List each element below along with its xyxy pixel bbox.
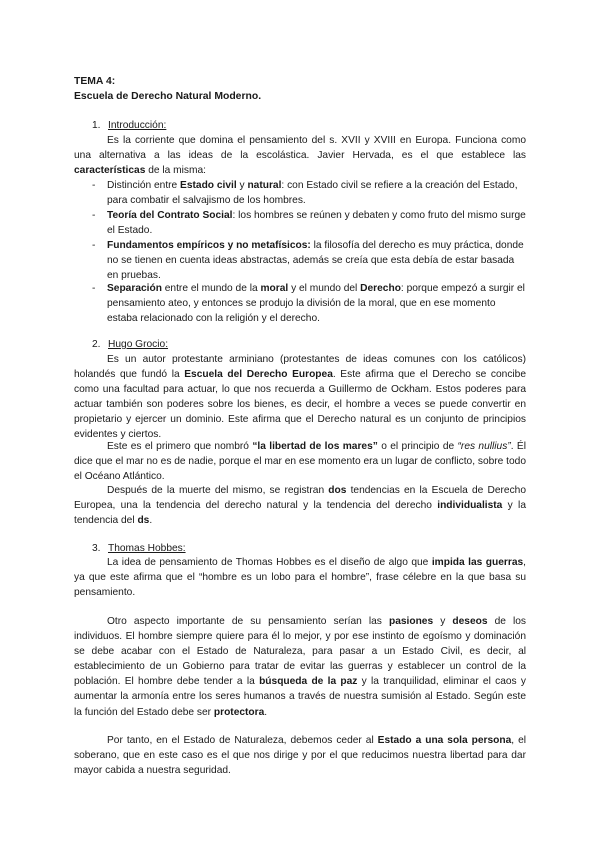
hobbes-paragraph-3: Por tanto, en el Estado de Naturaleza, debemos ceder al Estado a una sola persona, el soberano, que en este caso es el que nos dirige y por el que reducimos nuestra libertad para dar mayor cabida a nuestra seguridad. [74,735,527,777]
intro-paragraph: Es la corriente que domina el pensamiento del s. XVII y XVIII en Europa. Funciona como una alternativa a las ideas de la escolástica. Javier Hervada, es el que establece las características de la misma: [74,135,526,177]
title-line-topic: TEMA 4: [74,76,116,87]
hobbes-paragraph-1: La idea de pensamiento de Thomas Hobbes es el diseño de algo que impida las guerras, ya que este afirma que el “hombre es un lobo para el hombre”, frase célebre en la que basa su pensamiento. [74,557,526,599]
section-heading-thomas-hobbes: 3. Thomas Hobbes: [92,543,186,554]
grocio-paragraph-3: Después de la muerte del mismo, se registran dos tendencias en la Escuela de Derecho Europea, una la tendencia del derecho natural y la tendencia del derecho individualista y la tendencia del ds. [74,485,526,527]
intro-bullet-fundamentos: - Fundamentos empíricos y no metafísicos: la filosofía del derecho es muy práctica, donde no se tienen en cuenta ideas abstractas, además se creía que esta debía de estar basada en pruebas. [92,240,524,282]
grocio-paragraph-1: Es un autor protestante arminiano (protestantes de ideas comunes con los católicos) holandés que fundó la Escuela del Derecho Europea. Este afirma que el Derecho se concibe como una facultad para actuar, lo que nos recuerda a Guillermo de Ockham. Estos poderes para actuar también son poderes sobre los bienes, es decir, el hombre a veces se puede convertir en propietario y ejercer un dominio. Este afirma que el Derecho natural es un conjunto de principios evidentes y ciertos. [74,354,527,441]
section-heading-hugo-grocio: 2. Hugo Grocio: [92,339,169,350]
intro-bullet-contrato-social: - Teoría del Contrato Social: los hombres se reúnen y debaten y como fruto del mismo surge el Estado. [92,210,526,237]
title-line-name: Escuela de Derecho Natural Moderno. [74,91,262,102]
intro-bullet-estado-civil: - Distinción entre Estado civil y natural: con Estado civil se refiere a la creación del Estado, para combatir el salvajismo de los hombres. [92,180,518,207]
intro-bullet-separacion: - Separación entre el mundo de la moral y el mundo del Derecho: porque empezó a surgir el pensamiento ateo, y entonces se produjo la división de la moral, que en ese momento estaba relacionado con la religión y el derecho. [92,283,525,325]
grocio-paragraph-2: Este es el primero que nombró “la libertad de los mares” o el principio de “res nullius”. Él dice que el mar no es de nadie, porque el mar en ese momento era un lugar de conflicto, sobre todo el Océano Atlántico. [74,441,526,483]
hobbes-paragraph-2: Otro aspecto importante de su pensamiento serían las pasiones y deseos de los individuos. El hombre siempre quiere para él lo mejor, y por ese instinto de egoísmo y dominación se debe acabar con el Estado de Naturaleza, para pasar a un Estado Civil, es decir, al establecimiento de un Gobierno para tratar de evitar las guerras y establecer un control de la población. El hombre debe tender a la búsqueda de la paz y la tranquilidad, eliminar el caos y aumentar la armonía entre los seres humanos a través de nuestra sumisión al Estado. Según este la función del Estado debe ser protectora. [74,616,526,718]
section-heading-introduccion: 1. Introducción: [92,120,167,131]
document-title [74,74,261,104]
